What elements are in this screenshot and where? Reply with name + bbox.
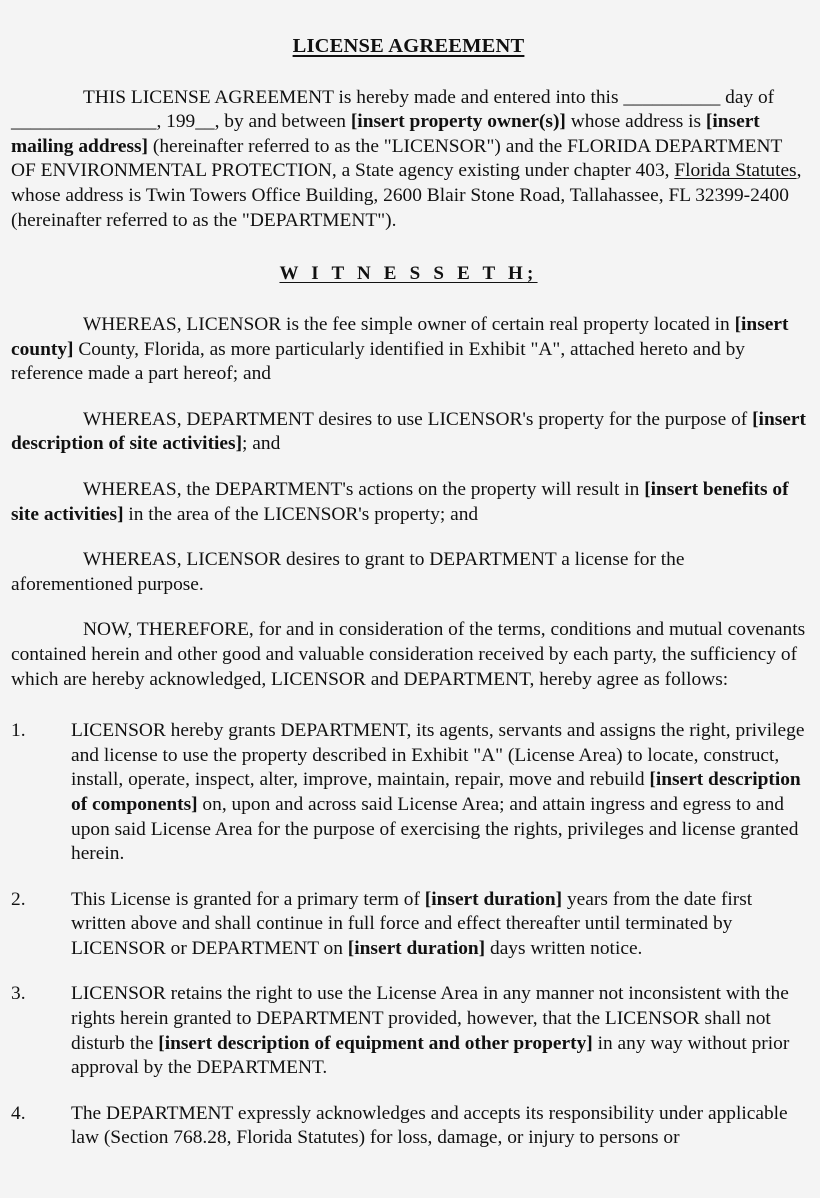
clause-text-4 [71, 1102, 806, 1151]
clause-item-1 [11, 719, 806, 867]
intro-seg6: , whose address is Twin Towers Office Building, 2600 Blair Stone Road, Tallahassee, FL 32399-2400 (hereinafter referred to as the "DEPARTMENT"). [11, 160, 802, 231]
clause1-seg1: LICENSOR hereby grants DEPARTMENT, its agents, servants and assigns the right, privilege and license to use the property described in Exhibit "A" (License Area) to locate, construct, install, operate, inspect, alter, improve, maintain, repair, move and rebuild [71, 720, 805, 791]
clause2-seg2: years from the date first written above and shall continue in full force and effect thereafter until terminated by LICENSOR or DEPARTMENT on [71, 888, 753, 959]
intro-seg2: day of [720, 86, 775, 108]
clause-number-2: 2. [11, 888, 26, 910]
whereas2-seg2: ; and [242, 433, 281, 455]
witnesseth-heading-text: W I T N E S S E T H; [279, 263, 538, 285]
clause-item-4 [11, 1102, 806, 1151]
whereas3-seg2: in the area of the LICENSOR's property; and [123, 503, 479, 525]
intro-seg3: , 199__, by and between [156, 111, 351, 133]
placeholder-mailing-address: [insert mailing address] [11, 111, 760, 157]
placeholder-benefits: [insert benefits of site activities] [11, 478, 789, 525]
clause-text-1 [71, 719, 806, 867]
whereas3-seg1: WHEREAS, the DEPARTMENT's actions on the property will result in [83, 478, 645, 500]
clause2-seg1: This License is granted for a primary term of [71, 888, 425, 910]
clause2-seg3: days written notice. [485, 937, 643, 959]
clause-number-3: 3. [11, 983, 26, 1005]
whereas1-seg2: County, Florida, as more particularly identified in Exhibit "A", attached hereto and by reference made a part hereof; and [11, 338, 746, 385]
whereas-paragraph-1 [11, 313, 806, 387]
clause3-seg1: LICENSOR retains the right to use the License Area in any manner not inconsistent with the rights herein granted to DEPARTMENT provided, however, that the LICENSOR shall not disturb the [71, 983, 789, 1054]
placeholder-site-activities: [insert description of site activities] [11, 408, 806, 455]
clause-item-2 [11, 888, 806, 962]
whereas-paragraph-3 [11, 478, 806, 527]
whereas-paragraph-2 [11, 408, 806, 457]
page-title-text: LICENSE AGREEMENT [292, 35, 525, 57]
placeholder-property-owner: [insert property owner(s)] [350, 111, 566, 133]
intro-paragraph [11, 86, 806, 234]
placeholder-equipment: [insert description of equipment and other property] [158, 1032, 593, 1054]
intro-seg1: THIS LICENSE AGREEMENT is hereby made and entered into this [83, 86, 624, 108]
whereas2-seg1: WHEREAS, DEPARTMENT desires to use LICENSOR's property for the purpose of [83, 408, 753, 430]
blank-month-field: _______________ [11, 111, 157, 133]
page-title [11, 35, 806, 58]
clause-item-3 [11, 982, 806, 1080]
clause3-seg2: in any way without prior approval by the DEPARTMENT. [71, 1032, 790, 1079]
clause-text-3 [71, 982, 806, 1080]
clause4-seg1: The DEPARTMENT expressly acknowledges and accepts its responsibility under applicable law (Section 768.28, Florida Statutes) for loss, damage, or injury to persons or [71, 1102, 788, 1149]
clause-text-2 [71, 888, 806, 962]
clause-list [11, 719, 806, 1151]
whereas-paragraph-4: WHEREAS, LICENSOR desires to grant to DEPARTMENT a license for the aforementioned purpose. [11, 549, 685, 595]
florida-statutes-citation: Florida Statutes [674, 160, 797, 182]
intro-seg4: whose address is [565, 111, 706, 133]
placeholder-duration-term: [insert duration] [424, 888, 563, 910]
intro-seg5: (hereinafter referred to as the "LICENSOR") and the FLORIDA DEPARTMENT OF ENVIRONMENTAL PROTECTION, a State agency existing under chapter 403, [11, 135, 782, 182]
witnesseth-heading [11, 264, 806, 285]
now-therefore-paragraph: NOW, THEREFORE, for and in consideration of the terms, conditions and mutual covenants contained herein and other good and valuable consideration received by each party, the sufficiency of which are hereby acknowledged, LICENSOR and DEPARTMENT, hereby agree as follows: [11, 619, 806, 690]
document-page [0, 35, 820, 1198]
clause-number-4: 4. [11, 1102, 26, 1124]
clause1-seg2: on, upon and across said License Area; and attain ingress and egress to and upon said License Area for the purpose of exercising the rights, privileges and license granted herein. [71, 793, 799, 865]
whereas1-seg1: WHEREAS, LICENSOR is the fee simple owner of certain real property located in [83, 314, 735, 335]
placeholder-components: [insert description of components] [71, 769, 801, 815]
clause-number-1: 1. [11, 720, 26, 742]
placeholder-county: [insert county] [11, 314, 789, 360]
placeholder-duration-notice: [insert duration] [347, 937, 486, 959]
blank-day-field: __________ [623, 86, 721, 108]
